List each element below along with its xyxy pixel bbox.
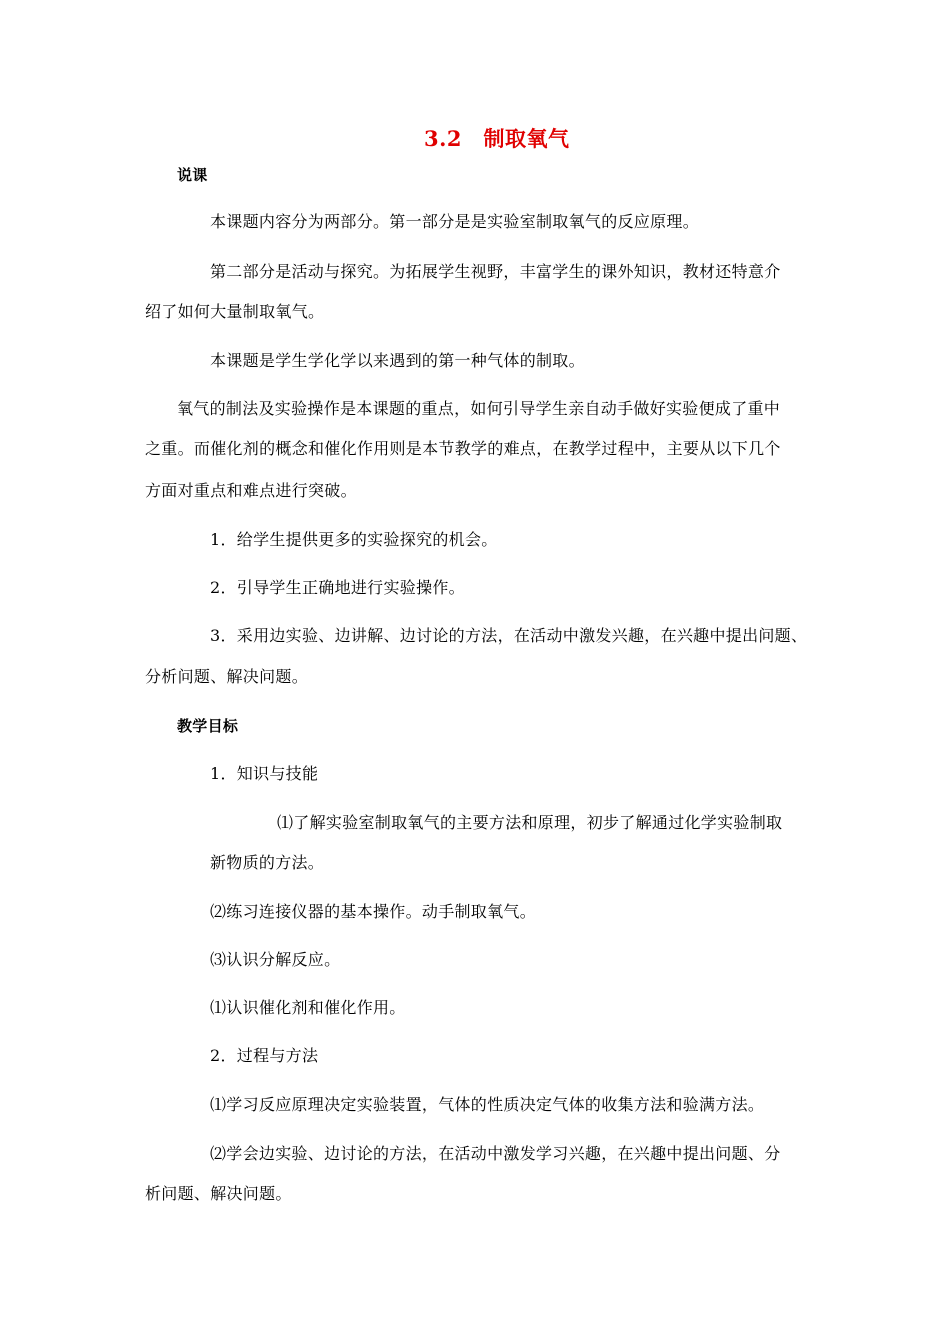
subheading: 1．知识与技能 — [210, 764, 319, 783]
list-item: ⑴了解实验室制取氧气的主要方法和原理，初步了解通过化学实验制取 — [277, 813, 783, 832]
paragraph: 本课题内容分为两部分。第一部分是是实验室制取氧气的反应原理。 — [210, 212, 700, 231]
list-item: 分析问题、解决问题。 — [145, 667, 309, 686]
list-item: 析问题、解决问题。 — [145, 1184, 292, 1203]
section-heading-goals: 教学目标 — [177, 717, 239, 735]
list-item: 1．给学生提供更多的实验探究的机会。 — [210, 530, 498, 549]
paragraph: 方面对重点和难点进行突破。 — [145, 481, 357, 500]
paragraph: 氧气的制法及实验操作是本课题的重点，如何引导学生亲自动手做好实验便成了重中 — [177, 399, 781, 418]
section-heading-talk: 说课 — [177, 166, 208, 184]
list-item: ⑴认识催化剂和催化作用。 — [210, 998, 406, 1017]
list-item: ⑵学会边实验、边讨论的方法，在活动中激发学习兴趣，在兴趣中提出问题、分 — [210, 1144, 781, 1163]
subheading: 2．过程与方法 — [210, 1046, 319, 1065]
paragraph: 之重。而催化剂的概念和催化作用则是本节教学的难点，在教学过程中，主要从以下几个 — [145, 439, 781, 458]
list-item: 2．引导学生正确地进行实验操作。 — [210, 578, 465, 597]
list-item: 新物质的方法。 — [210, 853, 325, 872]
list-item: ⑵练习连接仪器的基本操作。动手制取氧气。 — [210, 902, 537, 921]
list-item: ⑶认识分解反应。 — [210, 950, 341, 969]
document-title: 3.2 制取氧气 — [424, 126, 570, 151]
list-item: ⑴学习反应原理决定实验装置，气体的性质决定气体的收集方法和验满方法。 — [210, 1095, 765, 1114]
paragraph: 第二部分是活动与探究。为拓展学生视野，丰富学生的课外知识，教材还特意介 — [210, 262, 781, 281]
paragraph: 绍了如何大量制取氧气。 — [145, 302, 325, 321]
list-item: 3．采用边实验、边讲解、边讨论的方法，在活动中激发兴趣，在兴趣中提出问题、 — [210, 626, 808, 645]
paragraph: 本课题是学生学化学以来遇到的第一种气体的制取。 — [210, 351, 585, 370]
